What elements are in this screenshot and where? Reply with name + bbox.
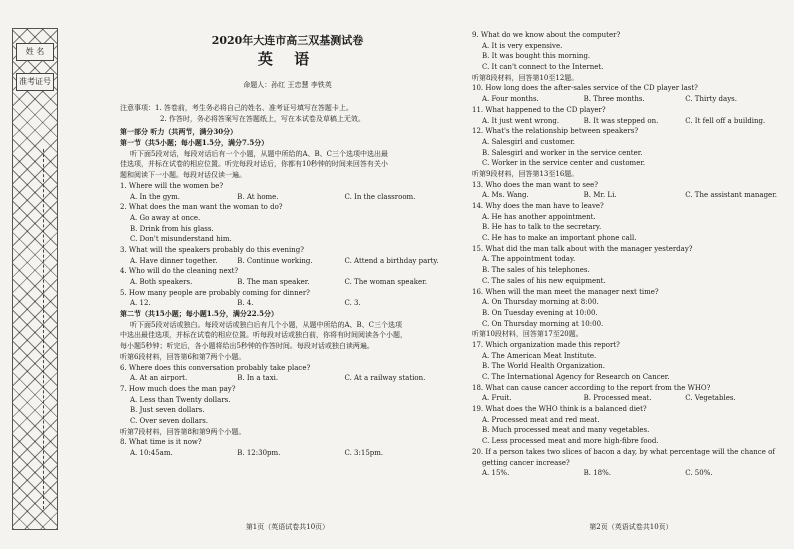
option-row [120, 256, 455, 267]
text-line: A. It is very expensive. [482, 41, 563, 50]
answer-option: A. Fruit. [482, 394, 512, 403]
text-line: C. The sales of his new equipment. [482, 276, 606, 285]
answer-option: A. At an airport. [130, 374, 188, 383]
text-line: A. The American Meat Institute. [482, 351, 597, 360]
page-2-footer: 第2页（英语试卷共10页） [589, 523, 673, 531]
answer-option: C. 3:15pm. [344, 449, 384, 457]
text-line: C. Less processed meat and more high-fibre food. [482, 437, 659, 446]
answer-option: C. 3. [344, 299, 361, 308]
option-row [120, 373, 455, 384]
answer-option: B. It was stepped on. [583, 116, 659, 125]
question-text: 5. How many people are probably coming for dinner? [120, 288, 310, 297]
text-line: C. He has to make an important phone call. [482, 234, 637, 243]
text-line: A. On Thursday morning at 8:00. [482, 298, 599, 307]
answer-option: A. 15%. [482, 469, 510, 478]
text-line: 听第7段材料，回答第8和第9两个小题。 [120, 427, 246, 436]
option-row [120, 277, 455, 288]
text-line: 佳选项，并标在试卷的相应位置。听完每段对话后，你都有10秒钟的时间来回答有关小 [120, 160, 388, 169]
exam-number-field-label: 准考证号 [16, 73, 54, 91]
question-text: 20. If a person takes two slices of bacon a day, by what percentage will the chance of [472, 447, 775, 456]
question-text: 4. Who will do the cleaning next? [120, 267, 239, 276]
question-text: 18. What can cause cancer according to the report from the WHO? [472, 383, 711, 392]
answer-option: B. Three months. [583, 95, 645, 104]
answer-option: C. At a railway station. [344, 374, 426, 383]
question-text: 6. Where does this conversation probably take place? [120, 363, 311, 372]
question-text: 2. What does the man want the woman to do? [120, 203, 283, 212]
question-text: 14. Why does the man have to leave? [472, 202, 604, 210]
option-row [472, 190, 790, 201]
answer-option: C. Vegetables. [685, 394, 736, 403]
text-line: A. Less than Twenty dollars. [130, 395, 231, 404]
question-text: 7. How much does the man pay? [120, 384, 236, 393]
text-line: 第二节（共15小题；每小题1.5分，满分22.5分） [120, 309, 278, 319]
answer-option: C. The assistant manager. [685, 191, 777, 200]
text-line: 听第9段材料，回答第13至16题。 [472, 169, 579, 178]
text-line: 题和阅读下一小题。每段对话仅读一遍。 [120, 171, 246, 180]
answer-option: A. Four months. [482, 95, 539, 104]
answer-option: C. The woman speaker. [344, 278, 427, 286]
subject-title: 英 语 [257, 50, 318, 68]
text-line: A. The appointment today. [482, 255, 576, 264]
option-row [472, 116, 790, 127]
cut-line [43, 149, 44, 509]
answer-option: B. 12:30pm. [237, 449, 281, 457]
answer-option: A. Both speakers. [130, 278, 193, 286]
text-line: 第一部分 听力（共两节，满分30分） [120, 127, 238, 137]
text-line: B. Just seven dollars. [130, 406, 205, 415]
question-text: 3. What will the speakers probably do this evening? [120, 245, 304, 254]
answer-option: B. 4. [237, 299, 254, 308]
option-row [472, 468, 790, 479]
question-text: 2. 作答时，务必将答案写在答题纸上，写在本试卷及草稿上无效。 [160, 114, 365, 123]
text-line: B. Much processed meat and many vegetables. [482, 426, 650, 435]
text-line: 听第6段材料，回答第6和第7两个小题。 [120, 352, 246, 361]
text-line: 听下面5段对话或独白。每段对话或独白后有几个小题，从题中所给的A、B、C三个选项 [130, 320, 403, 329]
option-row [472, 94, 790, 105]
option-row [120, 448, 455, 459]
question-text: 19. What does the WHO think is a balanced diet? [472, 405, 647, 414]
question-text: 12. What's the relationship between speakers? [472, 127, 639, 136]
text-line: C. On Thursday morning at 10:00. [482, 319, 604, 328]
answer-option: B. The man speaker. [237, 278, 310, 286]
text-line: 每小题5秒钟；听完后，各小题将给出5秒钟的作答时间。每段对话或独白读两遍。 [120, 342, 374, 351]
answer-option: C. 50%. [685, 469, 713, 478]
answer-option: A. 12. [130, 299, 151, 308]
text-line: 听第10段材料，回答第17至20题。 [472, 330, 583, 339]
text-line: B. Salesgirl and worker in the service center. [482, 148, 643, 157]
authors-line: 命题人：孙红 王忠慧 李铁英 [243, 81, 332, 89]
answer-option: C. In the classroom. [344, 192, 416, 201]
answer-option: B. 18%. [583, 469, 612, 478]
answer-option: B. Continue working. [237, 256, 313, 265]
text-line: 听第8段材料，回答第10至12题。 [472, 73, 579, 82]
text-line: 注意事项：1. 答卷前，考生务必将自己的姓名、准考证号填写在答题卡上。 [120, 104, 353, 112]
text-line: getting cancer increase? [482, 458, 570, 467]
answer-option: A. Ms. Wang. [482, 191, 529, 200]
text-line: C. Over seven dollars. [130, 416, 209, 425]
option-row [120, 192, 455, 203]
question-text: 11. What happened to the CD player? [472, 105, 606, 114]
answer-option: B. In a taxi. [237, 374, 279, 383]
question-text: 17. Which organization made this report? [472, 340, 620, 349]
answer-option: A. Have dinner together. [130, 256, 218, 265]
text-line: B. It was bought this morning. [482, 52, 591, 61]
answer-option: A. It just went wrong. [482, 116, 560, 125]
text-line: C. Don't misunderstand him. [130, 235, 232, 244]
answer-option: B. Processed meat. [583, 394, 652, 403]
answer-option: A. 10:45am. [130, 449, 173, 457]
question-text: 16. When will the man meet the manager next time? [472, 287, 659, 296]
text-line: B. He has to talk to the secretary. [482, 223, 602, 232]
text-line: C. It can't connect to the Internet. [482, 63, 604, 72]
question-text: 9. What do we know about the computer? [472, 31, 621, 39]
text-line: 听下面5段对话，每段对话后有一个小题，从题中所给的A、B、C三个选项中选出最 [130, 149, 389, 158]
option-row [472, 393, 790, 404]
text-line: A. Salesgirl and customer. [482, 137, 575, 146]
exam-title: 2020年大连市高三双基测试卷 [211, 34, 364, 47]
binding-strip [12, 28, 58, 530]
page-2-body [472, 30, 790, 479]
page-1-footer: 第1页（英语试卷共10页） [245, 523, 330, 531]
text-line: C. The International Agency for Research on Cancer. [482, 373, 670, 381]
text-line: B. The World Health Organization. [482, 362, 605, 371]
text-line: 中选出最佳选项，并标在试卷的相应位置。听每段对话或独白前，你将有时间阅读各个小题， [120, 331, 407, 340]
text-line: A. He has another appointment. [482, 212, 596, 221]
text-line: B. The sales of his telephones. [482, 266, 590, 275]
name-field-label: 姓 名 [16, 43, 54, 61]
text-line: B. Drink from his glass. [130, 224, 214, 233]
option-row [120, 298, 455, 309]
text-line: A. Go away at once. [130, 213, 201, 222]
text-line: B. On Tuesday evening at 10:00. [482, 308, 598, 317]
answer-option: A. In the gym. [130, 192, 180, 201]
answer-option: C. Thirty days. [685, 95, 737, 104]
question-text: 15. What did the man talk about with the manager yesterday? [472, 244, 693, 253]
page-1-body [120, 103, 455, 459]
text-line: A. Processed meat and red meat. [482, 415, 600, 424]
question-text: 10. How long does the after-sales service of the CD player last? [472, 84, 698, 93]
question-text: 8. What time is it now? [120, 438, 202, 447]
answer-option: B. At home. [237, 192, 279, 201]
answer-option: B. Mr. Li. [583, 191, 617, 200]
text-line: C. Worker in the service center and customer. [482, 159, 646, 168]
answer-option: C. It fell off a building. [685, 116, 766, 125]
question-text: 1. Where will the women be? [120, 181, 224, 190]
text-line: 第一节（共5小题；每小题1.5分，满分7.5分） [120, 138, 269, 148]
answer-option: C. Attend a birthday party. [344, 256, 439, 265]
question-text: 13. Who does the man want to see? [472, 180, 598, 189]
